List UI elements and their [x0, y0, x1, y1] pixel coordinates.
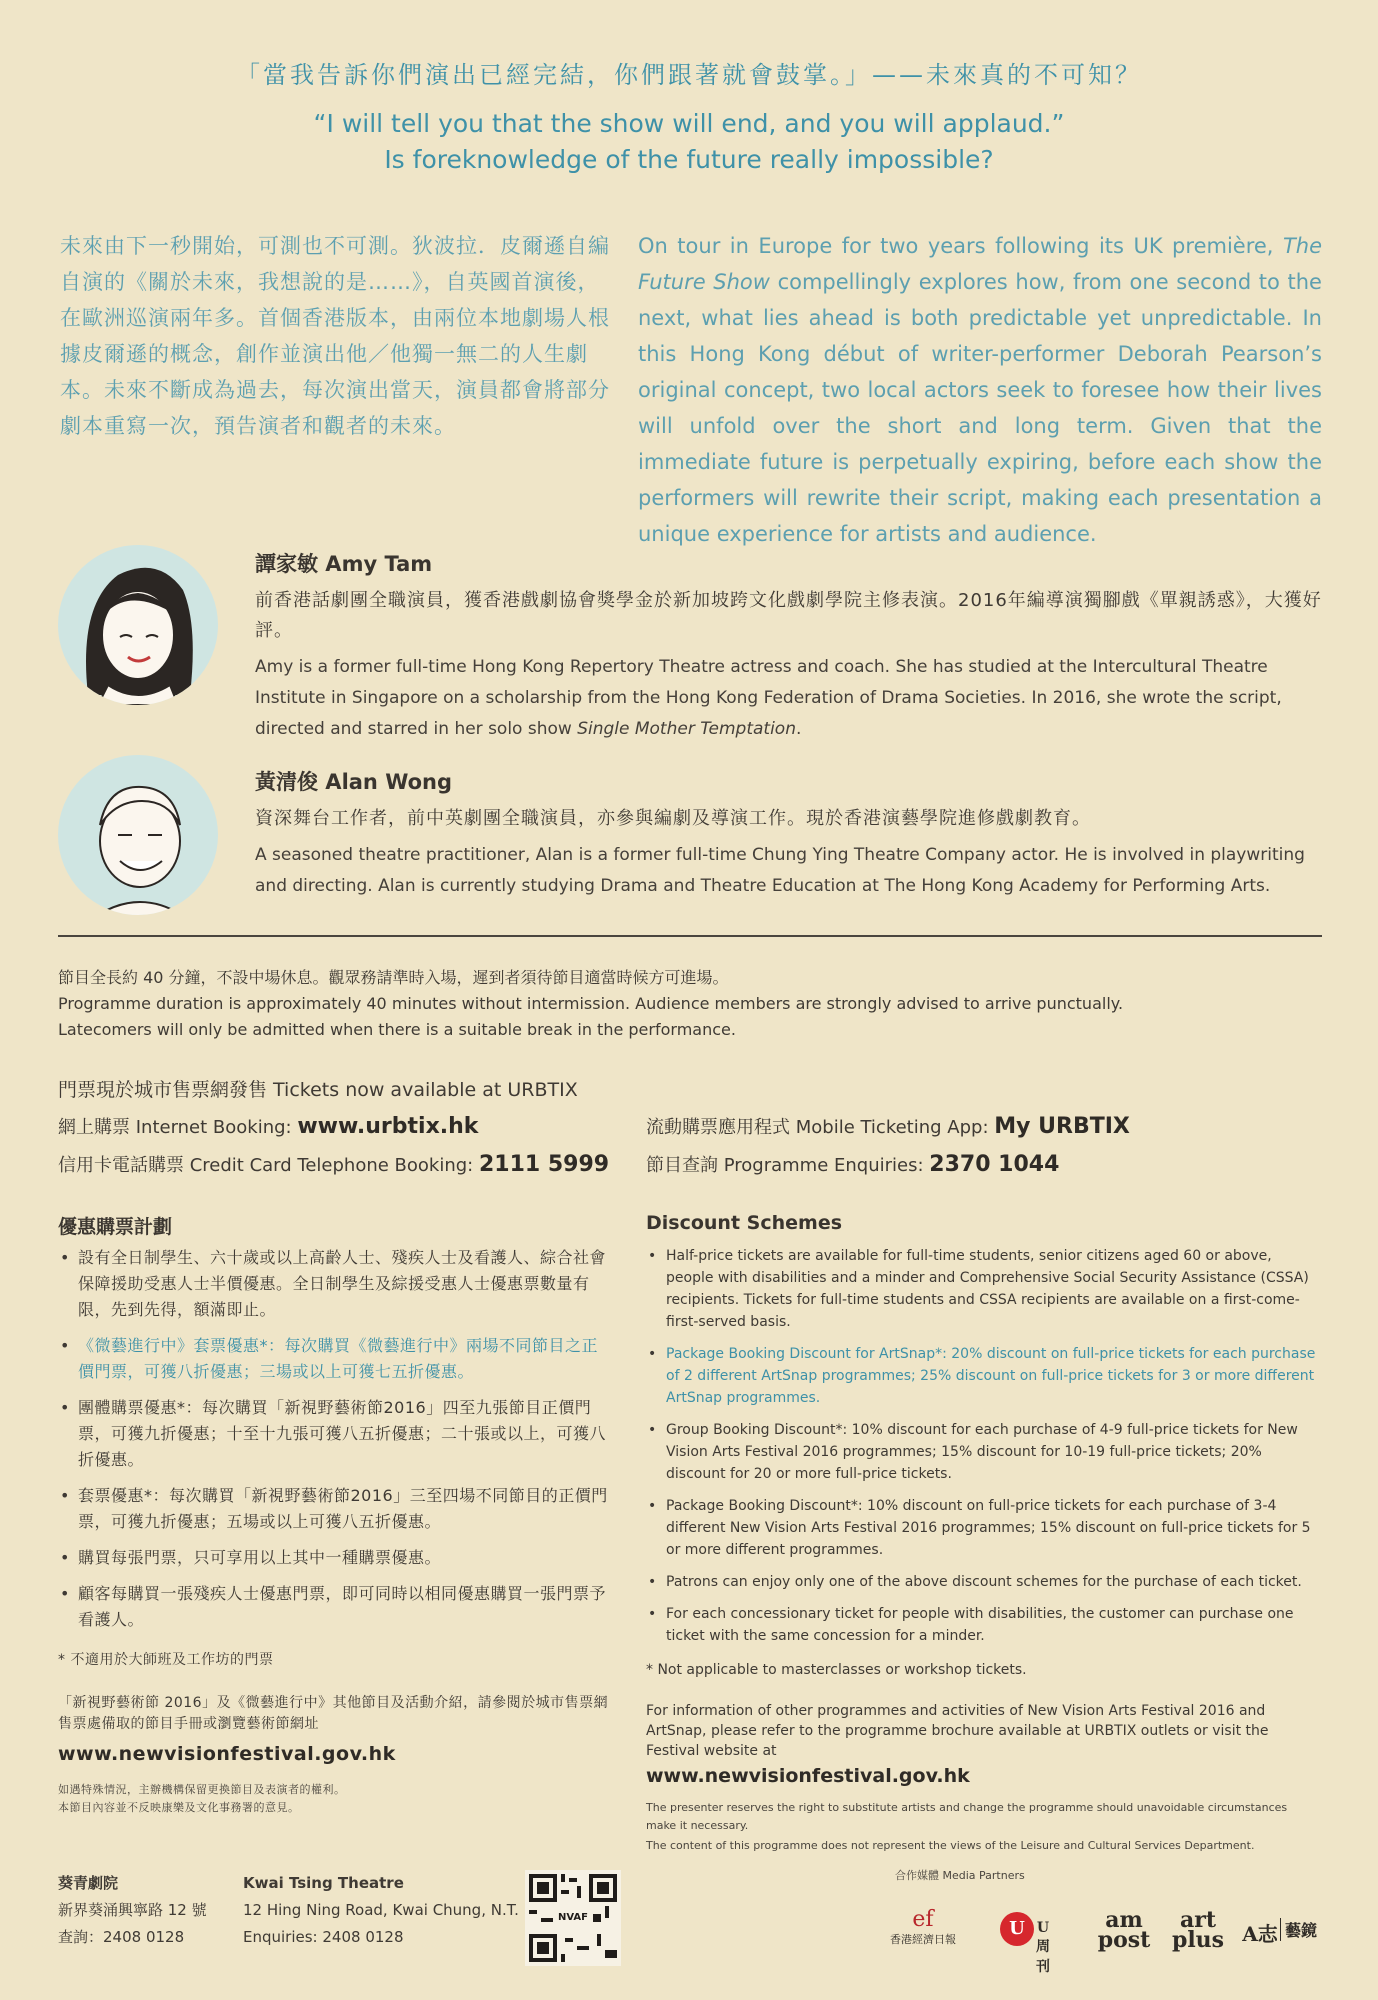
intro-english-post: compellingly explores how, from one second to the next, what lies ahead is both predictable yet unpredictable. In this Hong Kong début of writer-performer Deborah Pearson’s original concept, two local actors seek to foresee how their lives will unfold over the short and long term. Given that the immediate future is perpetually expiring, before each show the performers will rewrite their script, making each presentation a unique experience for artists and audience. — [638, 270, 1322, 546]
qr-code-label: NVAF — [553, 1906, 593, 1930]
festival-url-english[interactable]: www.newvisionfestival.gov.hk — [646, 1765, 970, 1787]
quote-chinese: 「當我告訴你們演出已經完結，你們跟著就會鼓掌。」——未來真的不可知？ — [236, 61, 1142, 89]
discount-title-chinese: 優惠購票計劃 — [58, 1216, 173, 1238]
media-partners-label: 合作媒體 Media Partners — [895, 1869, 1025, 1882]
discount-item-zh-6: • 顧客每購買一張殘疾人士優惠門票，即可同時以相同優惠購買一張門票予看護人。 — [58, 1581, 613, 1633]
hket-logo-text: 香港經濟日報 — [890, 1933, 956, 1946]
discount-item-zh-5: • 購買每張門票，只可享用以上其中一種購票優惠。 — [58, 1545, 613, 1571]
section-divider — [58, 935, 1322, 937]
phone-booking-label: 信用卡電話購票 Credit Card Telephone Booking: — [58, 1155, 479, 1176]
bio-amy-name: 譚家敏 Amy Tam — [255, 552, 433, 576]
disclaimer-chinese-2: 本節目內容並不反映康樂及文化事務署的意見。 — [58, 1801, 300, 1814]
phone-booking — [58, 1151, 609, 1177]
hket-logo: ef 香港經濟日報 — [890, 1907, 956, 1946]
discount-item-zh-4: • 套票優惠*：每次購買「新視野藝術節2016」三至四場不同節目的正價門票，可獲九折優惠；五場或以上可獲八五折優惠。 — [58, 1483, 613, 1535]
discount-item-zh-3: • 團體購票優惠*：每次購買「新視野藝術節2016」四至九張節目正價門票，可獲九折優惠；十至十九張可獲八五折優惠；二十張或以上，可獲八折優惠。 — [58, 1395, 613, 1473]
discount-item-en-4: • Package Booking Discount*: 10% discount on full-price tickets for each purchase of 3-4 different New Vision Arts Festival 2016 programmes; 15% discount on full-price tickets for 5 or more different programmes. — [646, 1495, 1318, 1561]
a-zhi-logo: A志 — [1242, 1922, 1278, 1946]
venue-address-chinese: 新界葵涌興寧路 12 號 — [58, 1901, 207, 1919]
u-magazine-logo-text: U周刊 — [1036, 1920, 1050, 1975]
internet-booking-link[interactable]: www.urbtix.hk — [297, 1114, 479, 1139]
quote-english-line-2: Is foreknowledge of the future really impossible? — [384, 145, 994, 174]
intro-chinese: 未來由下一秒開始，可測也不可測。狄波拉．皮爾遜自編自演的《關於未來，我想說的是……》，自英國首演後，在歐洲巡演兩年多。首個香港版本，由兩位本地劇場人根據皮爾遜的概念，創作並演出他／他獨一無二的人生劇本。未來不斷成為過去，每次演出當天，演員都會將部分劇本重寫一次，預告演者和觀者的未來。 — [60, 234, 610, 438]
programme-enquiries-label: 節目查詢 Programme Enquiries: — [646, 1155, 930, 1176]
venue-address-english: 12 Hing Ning Road, Kwai Chung, N.T. — [243, 1901, 519, 1919]
discount-item-en-2: • Package Booking Discount for ArtSnap*: 20% discount on full-price tickets for each purchase of 2 different ArtSnap programmes; 25% discount on full-price tickets for 3 or more different ArtSnap programmes. — [646, 1343, 1318, 1409]
mobile-app-name: My URBTIX — [994, 1114, 1130, 1139]
art-plus-logo: art plus — [1171, 1907, 1225, 1953]
bio-amy — [255, 548, 1323, 745]
discount-item-en-3: • Group Booking Discount*: 10% discount for each purchase of 4-9 full-price tickets for New Vision Arts Festival 2016 programmes; 15% discount for 10-19 full-price tickets; 20% discount for 20 or more full-price tickets. — [646, 1419, 1318, 1485]
internet-booking-label: 網上購票 Internet Booking: — [58, 1117, 298, 1138]
mobile-app-label: 流動購票應用程式 Mobile Ticketing App: — [646, 1117, 995, 1138]
media-partners-logos — [890, 1900, 1325, 1975]
more-info-english: For information of other programmes and activities of New Vision Arts Festival 2016 and ArtSnap, please refer to the programme brochure available at URBTIX outlets or visit the Festival website at — [646, 1703, 1269, 1759]
discount-item-en-6: • For each concessionary ticket for people with disabilities, the customer can purchase one ticket with the same concession for a minder. — [646, 1603, 1318, 1647]
amy-portrait — [58, 545, 218, 705]
tickets-heading: 門票現於城市售票網發售 Tickets now available at URBTIX — [58, 1079, 578, 1101]
bio-alan-english: A seasoned theatre practitioner, Alan is a former full-time Chung Ying Theatre Company actor. He is involved in playwriting and directing. Alan is currently studying Drama and Theatre Education at The Hong Kong Academy for Performing Arts. — [255, 845, 1305, 896]
bio-alan — [255, 766, 1323, 902]
festival-url-chinese[interactable]: www.newvisionfestival.gov.hk — [58, 1743, 396, 1765]
discount-item-en-1: • Half-price tickets are available for full-time students, senior citizens aged 60 or above, people with disabilities and a minder and Comprehensive Social Security Assistance (CSSA) recipients. Tickets for full-time students and CSSA recipients are available on a first-come-first-served basis. — [646, 1245, 1318, 1333]
bio-amy-english — [255, 652, 1323, 745]
solo-show-title: Single Mother Temptation — [577, 719, 796, 739]
bio-alan-name: 黃清俊 Alan Wong — [255, 770, 453, 794]
mobile-app-booking — [646, 1113, 1130, 1139]
venue-chinese — [58, 1870, 207, 1951]
show-title: The Future Show — [638, 234, 1322, 294]
discount-list-english — [646, 1245, 1318, 1855]
bio-amy-chinese: 前香港話劇團全職演員，獲香港戲劇協會獎學金於新加坡跨文化戲劇學院主修表演。2016年編導演獨腳戲《單親誘惑》，大獲好評。 — [255, 590, 1322, 641]
quote-english-line-1: “I will tell you that the show will end, and you will applaud.” — [313, 109, 1065, 138]
programme-enquiries-number: 2370 1044 — [929, 1152, 1060, 1177]
disclaimer-english-1: The presenter reserves the right to substitute artists and change the programme should unavoidable circumstances make it necessary. — [646, 1801, 1288, 1832]
duration-notice-chinese: 節目全長約 40 分鐘，不設中場休息。觀眾務請準時入場，遲到者須待節目適當時候方可進場。 — [58, 968, 729, 987]
discount-list-chinese — [58, 1245, 613, 1817]
bio-amy-english-post: . — [795, 719, 802, 739]
bio-amy-english-pre: Amy is a former full-time Hong Kong Repertory Theatre actress and coach. She has studied at the Intercultural Theatre Institute in Singapore on a scholarship from the Hong Kong Federation of Drama Societies. In 2016, she wrote the script, directed and starred in her solo show — [255, 657, 1282, 739]
discount-item-zh-2: • 《微藝進行中》套票優惠*：每次購買《微藝進行中》兩場不同節目之正價門票，可獲八折優惠；三場或以上可獲七五折優惠。 — [58, 1333, 613, 1385]
disclaimer-english-2: The content of this programme does not represent the views of the Leisure and Cultural Services Department. — [646, 1839, 1255, 1852]
footnote-chinese: * 不適用於大師班及工作坊的門票 — [58, 1652, 274, 1668]
venue-name-english: Kwai Tsing Theatre — [243, 1874, 404, 1892]
intro-english — [638, 228, 1322, 552]
bio-alan-chinese: 資深舞台工作者，前中英劇團全職演員，亦參與編劇及導演工作。現於香港演藝學院進修戲劇教育。 — [255, 808, 1091, 829]
alan-portrait — [58, 755, 218, 915]
disclaimer-chinese-1: 如遇特殊情況，主辦機構保留更換節目及表演者的權利。 — [58, 1783, 346, 1796]
u-magazine-logo: U U周刊 — [1000, 1912, 1056, 1950]
phone-booking-number: 2111 5999 — [478, 1152, 610, 1177]
discount-item-en-5: • Patrons can enjoy only one of the above discount schemes for the purchase of each ticket. — [646, 1571, 1318, 1593]
art-mirror-logo: 藝鏡 — [1280, 1918, 1321, 1941]
discount-title-english: Discount Schemes — [646, 1212, 843, 1234]
venue-enquiry-english: Enquiries: 2408 0128 — [243, 1928, 404, 1946]
duration-notice-english-2: Latecomers will only be admitted when there is a suitable break in the performance. — [58, 1020, 736, 1039]
programme-enquiries — [646, 1151, 1059, 1177]
intro-english-pre: On tour in Europe for two years following its UK première, — [638, 234, 1283, 258]
duration-notice — [58, 965, 1322, 1043]
venue-enquiry-chinese: 查詢：2408 0128 — [58, 1928, 185, 1946]
qr-code[interactable] — [525, 1870, 621, 1966]
am-post-logo: am post — [1097, 1907, 1151, 1953]
quote-english — [0, 106, 1378, 178]
footnote-english: * Not applicable to masterclasses or workshop tickets. — [646, 1662, 1027, 1678]
internet-booking — [58, 1113, 478, 1139]
duration-notice-english-1: Programme duration is approximately 40 minutes without intermission. Audience members are strongly advised to arrive punctually. — [58, 994, 1124, 1013]
discount-item-zh-1: • 設有全日制學生、六十歲或以上高齡人士、殘疾人士及看護人、綜合社會保障援助受惠人士半價優惠。全日制學生及綜援受惠人士優惠票數量有限，先到先得，額滿即止。 — [58, 1245, 613, 1323]
more-info-chinese: 「新視野藝術節 2016」及《微藝進行中》其他節目及活動介紹，請參閱於城市售票網售票處備取的節目手冊或瀏覽藝術節網址 — [58, 1695, 609, 1732]
venue-english — [243, 1870, 519, 1951]
venue-name-chinese: 葵青劇院 — [58, 1874, 119, 1892]
